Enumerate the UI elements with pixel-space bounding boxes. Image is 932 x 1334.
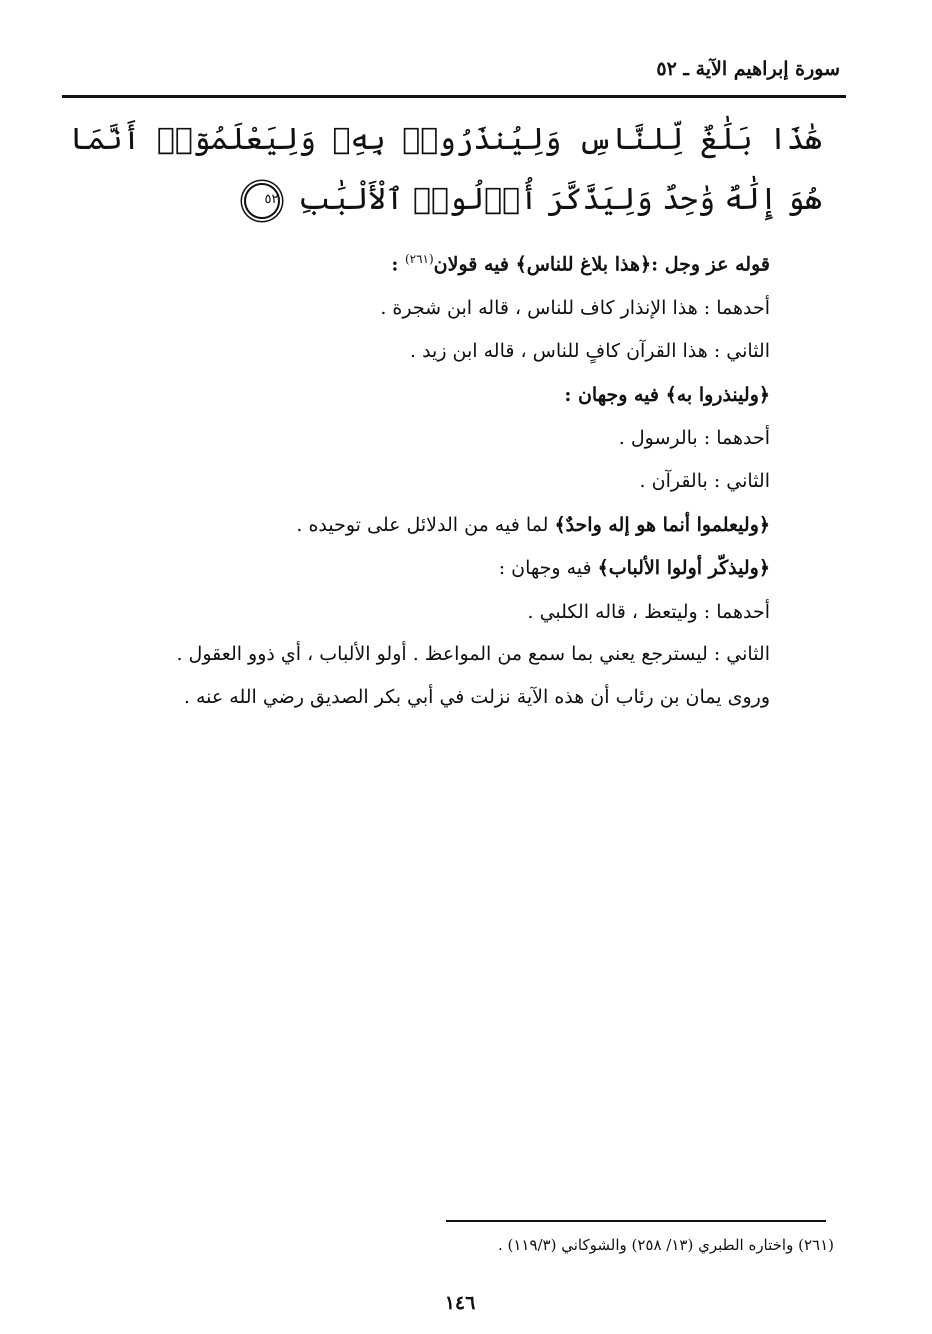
- commentary-text: لما فيه من الدلائل على توحيده .: [296, 513, 555, 536]
- commentary-intro: قوله عز وجل :: [651, 253, 770, 276]
- commentary-text: فيه وجهان :: [498, 557, 598, 580]
- commentary-line-5: أحدهما : بالرسول .: [618, 426, 770, 449]
- commentary-line-1: [70, 238, 770, 287]
- commentary-line-11: وروى يمان بن رئاب أن هذه الآية نزلت في أبي بكر الصديق رضي الله عنه .: [183, 686, 770, 709]
- commentary-line-9: أحدهما : وليتعظ ، قاله الكلبي .: [527, 600, 770, 623]
- ayah-number-marker: ٥٢: [244, 183, 280, 219]
- header-divider: [62, 95, 846, 98]
- commentary-line-7: [70, 504, 770, 547]
- commentary-line-2: أحدهما : هذا الإنذار كاف للناس ، قاله ابن شجرة .: [380, 296, 770, 319]
- page-number: ١٤٦: [444, 1292, 476, 1314]
- quran-verse: [70, 110, 822, 230]
- footnote-divider: [446, 1220, 826, 1222]
- quoted-verse: ﴿وليذكّر أولوا الألباب﴾: [597, 557, 770, 580]
- footnote: (٢٦١) واختاره الطبري (١٣/ ٢٥٨) والشوكاني (١١٩/٣) .: [497, 1236, 834, 1254]
- quoted-verse: ﴿هذا بلاغ للناس﴾: [515, 253, 652, 276]
- commentary-text: :: [391, 253, 405, 276]
- commentary-line-4: [70, 374, 770, 417]
- commentary-line-6: الثاني : بالقرآن .: [639, 470, 770, 493]
- running-header: سورة إبراهيم الآية ـ ٥٢: [656, 58, 840, 80]
- footnote-reference: (٢٦١): [404, 252, 434, 266]
- commentary-text: فيه قولان: [433, 253, 516, 276]
- commentary-line-8: [70, 547, 770, 590]
- commentary-line-3: الثاني : هذا القرآن كافٍ للناس ، قاله ابن زيد .: [410, 340, 770, 363]
- commentary-text: فيه وجهان :: [564, 383, 666, 406]
- commentary-block: [70, 238, 770, 634]
- quoted-verse: ﴿ولينذروا به﴾: [665, 383, 770, 406]
- quoted-verse: ﴿وليعلموا أنما هو إله واحدٌ﴾: [554, 513, 770, 536]
- verse-text: هَٰذَا بَلَٰغٌ لِّلنَّاسِ وَلِيُنذَرُوا۟ بِهِۦ وَلِيَعْلَمُوٓا۟ أَنَّمَا هُوَ إِلَٰهٌ وَٰحِدٌ وَلِيَذَّكَّرَ أُو۟لُوا۟ ٱلْأَلْبَٰبِ: [70, 122, 822, 217]
- commentary-line-10: الثاني : ليسترجع يعني بما سمع من المواعظ . أولو الألباب ، أي ذوو العقول .: [176, 643, 770, 665]
- commentary-block-wide: [70, 633, 770, 720]
